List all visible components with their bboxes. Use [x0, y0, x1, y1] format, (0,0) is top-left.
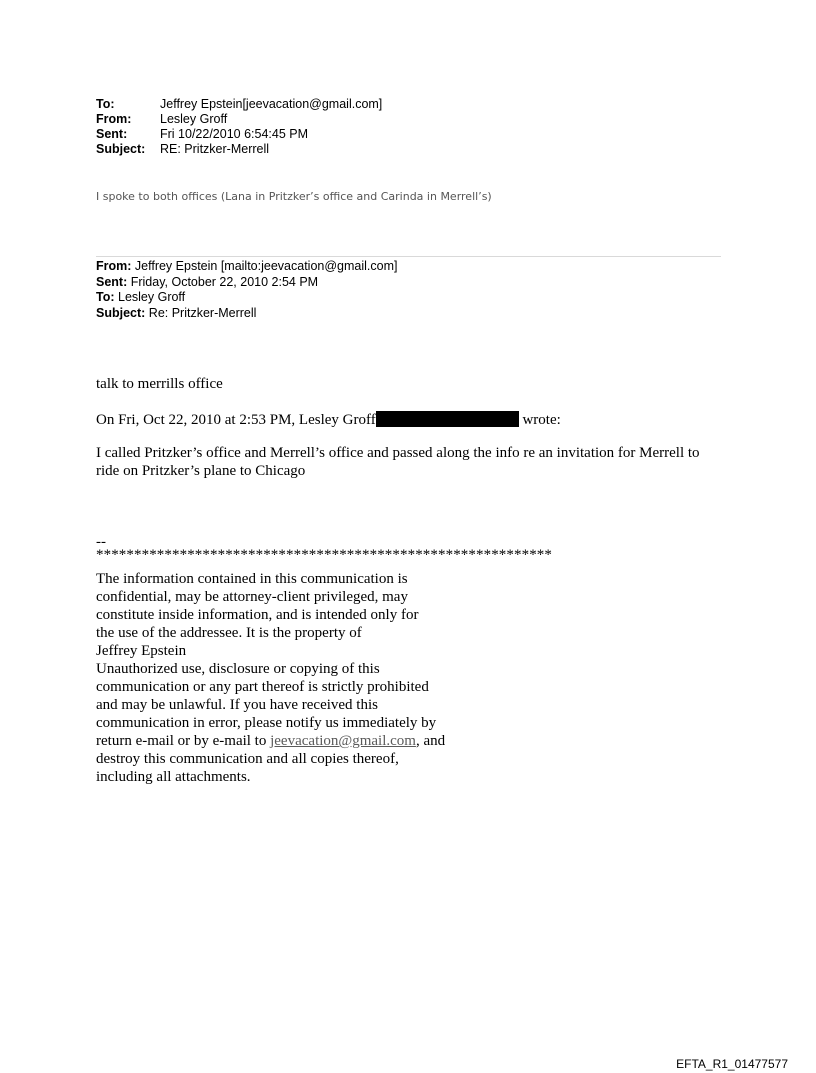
fwd-sent-value: Friday, October 22, 2010 2:54 PM	[127, 274, 319, 289]
fwd-subject-value: Re: Pritzker-Merrell	[145, 305, 257, 320]
attribution-prefix: On Fri, Oct 22, 2010 at 2:53 PM, Lesley Groff	[96, 412, 376, 428]
disclaimer-line: The information contained in this communication is	[96, 571, 408, 587]
fwd-to-row	[96, 290, 397, 306]
fwd-to-value: Lesley Groff	[114, 290, 186, 304]
disclaimer-line: including all attachments.	[96, 769, 251, 785]
fwd-from-value: Jeffrey Epstein [mailto:jeevacation@gmail.com]	[131, 259, 398, 273]
sent-value: Fri 10/22/2010 6:54:45 PM	[160, 127, 309, 141]
disclaimer-line: destroy this communication and all copies thereof,	[96, 751, 399, 767]
quoted-message: I called Pritzker’s office and Merrell’s office and passed along the info re an invitation for Merrell to ride on Pritzker’s plane to Chicago	[96, 445, 700, 479]
disclaimer-line: communication in error, please notify us immediately by	[96, 715, 437, 731]
sent-label: Sent:	[96, 127, 128, 141]
to-label: To:	[96, 97, 115, 111]
reply-body: I spoke to both offices (Lana in Pritzker’s office and Carinda in Merrell’s)	[96, 190, 492, 203]
fwd-from-row	[96, 259, 397, 275]
fwd-to-label: To:	[96, 290, 115, 304]
email-header	[96, 97, 382, 157]
redaction-box	[376, 411, 519, 427]
header-to-row	[96, 97, 382, 112]
disclaimer-line: communication or any part thereof is strictly prohibited	[96, 679, 429, 695]
signature-dash: --	[96, 534, 106, 550]
document-id: EFTA_R1_01477577	[676, 1057, 788, 1071]
disclaimer-line: Unauthorized use, disclosure or copying of this	[96, 661, 380, 677]
disclaimer	[96, 570, 476, 786]
message-divider	[96, 256, 721, 257]
fwd-from-label: From:	[96, 259, 132, 273]
disclaimer-line: Jeffrey Epstein	[96, 643, 187, 659]
fwd-sent-row	[96, 275, 397, 291]
to-value: Jeffrey Epstein[jeevacation@gmail.com]	[160, 97, 383, 111]
disclaimer-line: constitute inside information, and is intended only for	[96, 607, 419, 623]
attribution-suffix: wrote:	[518, 412, 561, 428]
disclaimer-line: confidential, may be attorney-client privileged, may	[96, 589, 408, 605]
email-link[interactable]: jeevacation@gmail.com	[270, 733, 416, 749]
message-talk-line: talk to merrills office	[96, 376, 223, 392]
fwd-subject-label: Subject:	[96, 305, 146, 320]
from-label: From:	[96, 112, 132, 126]
subject-value: RE: Pritzker-Merrell	[160, 142, 270, 156]
header-sent-row	[96, 127, 382, 142]
quoted-attribution	[96, 411, 561, 429]
disclaimer-link-line	[96, 732, 476, 750]
disclaimer-line: the use of the addressee. It is the property of	[96, 625, 362, 641]
header-from-row	[96, 112, 382, 127]
fwd-sent-label: Sent:	[96, 274, 128, 289]
from-value: Lesley Groff	[160, 112, 228, 126]
fwd-subject-row	[96, 306, 397, 322]
disclaimer-link-prefix: return e-mail or by e-mail to	[96, 733, 271, 749]
disclaimer-link-suffix: , and	[415, 733, 446, 749]
signature-stars: ************************************************************	[96, 547, 552, 563]
header-subject-row	[96, 142, 382, 157]
subject-label: Subject:	[96, 142, 146, 156]
disclaimer-line: and may be unlawful. If you have received this	[96, 697, 378, 713]
forwarded-header	[96, 259, 397, 321]
